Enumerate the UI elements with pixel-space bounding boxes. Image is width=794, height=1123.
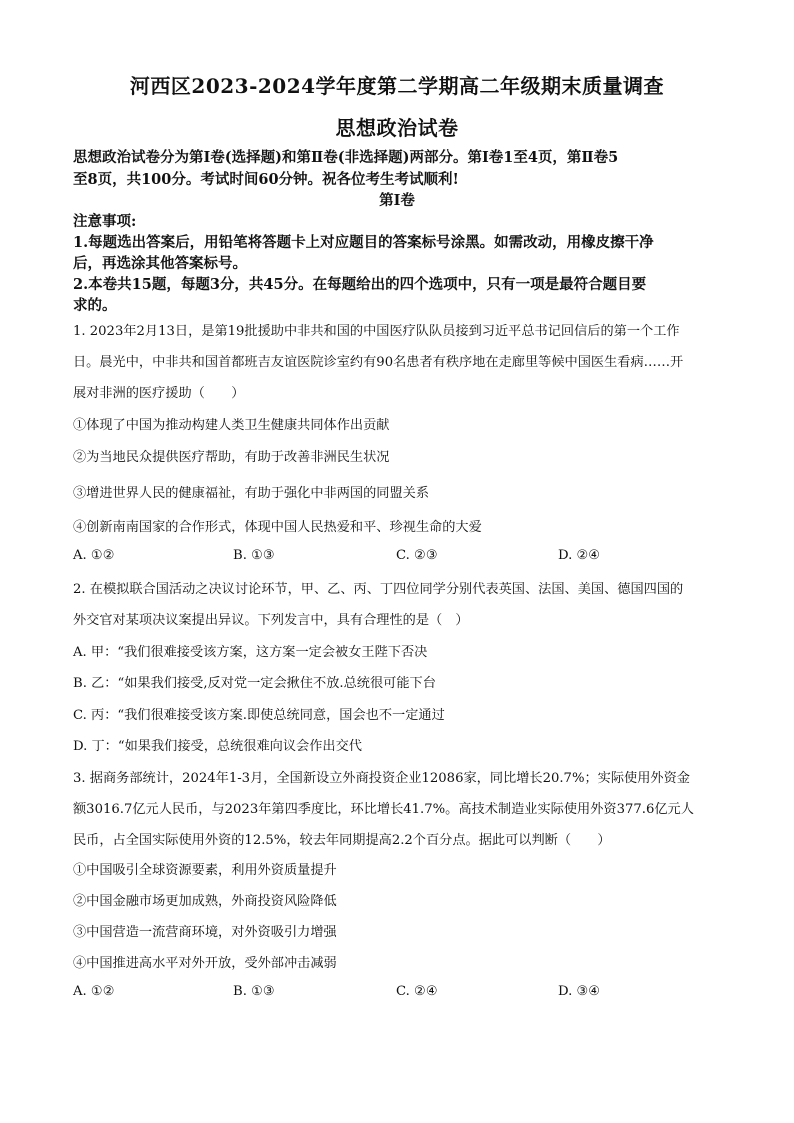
q3-stem-3: 民币，占全国实际使用外资的12.5%，较去年同期提高2.2个百分点。据此可以判断（ ）: [73, 833, 611, 848]
notice-2a: 2.本卷共15题，每题3分，共45分。在每题给出的四个选项中，只有一项是最符合题目要: [73, 276, 647, 293]
q1-option-b[interactable]: B. ①③: [233, 548, 275, 563]
intro-line-1: 思想政治试卷分为第Ⅰ卷(选择题)和第Ⅱ卷(非选择题)两部分。第Ⅰ卷1至4页，第Ⅱ卷5: [73, 149, 619, 166]
q1-stem-2: 日。晨光中，中非共和国首都班吉友谊医院诊室约有90名患者有秩序地在走廊里等候中国医生看病……开: [73, 355, 684, 370]
q2-stem-1: 2. 在模拟联合国活动之决议讨论环节，甲、乙、丙、丁四位同学分别代表英国、法国、美国、德国四国的: [73, 582, 684, 597]
q1-statement-3: ③增进世界人民的健康福祉，有助于强化中非两国的同盟关系: [73, 486, 430, 501]
exam-subtitle: 思想政治试卷: [335, 116, 459, 140]
notice-1b: 后，再选涂其他答案标号。: [73, 255, 247, 272]
q1-option-c[interactable]: C. ②③: [396, 548, 438, 563]
intro-line-2: 至8页，共100分。考试时间60分钟。祝各位考生考试顺利!: [73, 171, 459, 188]
q1-stem-1: 1. 2023年2月13日，是第19批援助中非共和国的中国医疗队队员接到习近平总书记回信后的第一个工作: [73, 324, 680, 339]
q3-statement-4: ④中国推进高水平对外开放，受外部冲击减弱: [73, 956, 337, 971]
q3-stem-2: 额3016.7亿元人民币，与2023年第四季度比，环比增长41.7%。高技术制造业实际使用外资377.6亿元人: [73, 802, 694, 817]
notice-1a: 1.每题选出答案后，用铅笔将答题卡上对应题目的答案标号涂黑。如需改动，用橡皮擦干净: [73, 234, 654, 251]
q3-statement-2: ②中国金融市场更加成熟，外商投资风险降低: [73, 894, 337, 909]
section-label: 第Ⅰ卷: [379, 192, 415, 209]
q3-option-d[interactable]: D. ③④: [558, 984, 601, 999]
q1-option-d[interactable]: D. ②④: [558, 548, 601, 563]
q2-option-c[interactable]: C. 丙：“我们很难接受该方案.即使总统同意，国会也不一定通过: [73, 708, 445, 723]
q2-stem-2: 外交官对某项决议案提出异议。下列发言中，具有合理性的是（ ）: [73, 613, 469, 628]
exam-title: 河西区2023-2024学年度第二学期高二年级期末质量调查: [129, 74, 665, 98]
q2-option-d[interactable]: D. 丁：“如果我们接受，总统很难向议会作出交代: [73, 739, 362, 754]
q2-option-a[interactable]: A. 甲：“我们很难接受该方案，这方案一定会被女王陛下否决: [73, 645, 428, 660]
q2-option-b[interactable]: B. 乙：“如果我们接受,反对党一定会揪住不放.总统很可能下台: [73, 676, 436, 691]
q3-statement-1: ①中国吸引全球资源要素，利用外资质量提升: [73, 863, 337, 878]
notice-title: 注意事项:: [73, 213, 137, 230]
notice-2b: 求的。: [73, 297, 117, 314]
q1-statement-1: ①体现了中国为推动构建人类卫生健康共同体作出贡献: [73, 418, 390, 433]
q3-stem-1: 3. 据商务部统计，2024年1-3月，全国新设立外商投资企业12086家，同比增长20.7%；实际使用外资金: [73, 771, 690, 786]
q1-stem-3: 展对非洲的医疗援助（ ）: [73, 386, 245, 401]
q3-statement-3: ③中国营造一流营商环境，对外资吸引力增强: [73, 925, 337, 940]
q3-option-a[interactable]: A. ①②: [73, 984, 115, 999]
q3-option-b[interactable]: B. ①③: [233, 984, 275, 999]
q1-statement-2: ②为当地民众提供医疗帮助，有助于改善非洲民生状况: [73, 450, 390, 465]
q3-option-c[interactable]: C. ②④: [396, 984, 438, 999]
q1-statement-4: ④创新南南国家的合作形式，体现中国人民热爱和平、珍视生命的大爱: [73, 520, 482, 535]
q1-option-a[interactable]: A. ①②: [73, 548, 115, 563]
